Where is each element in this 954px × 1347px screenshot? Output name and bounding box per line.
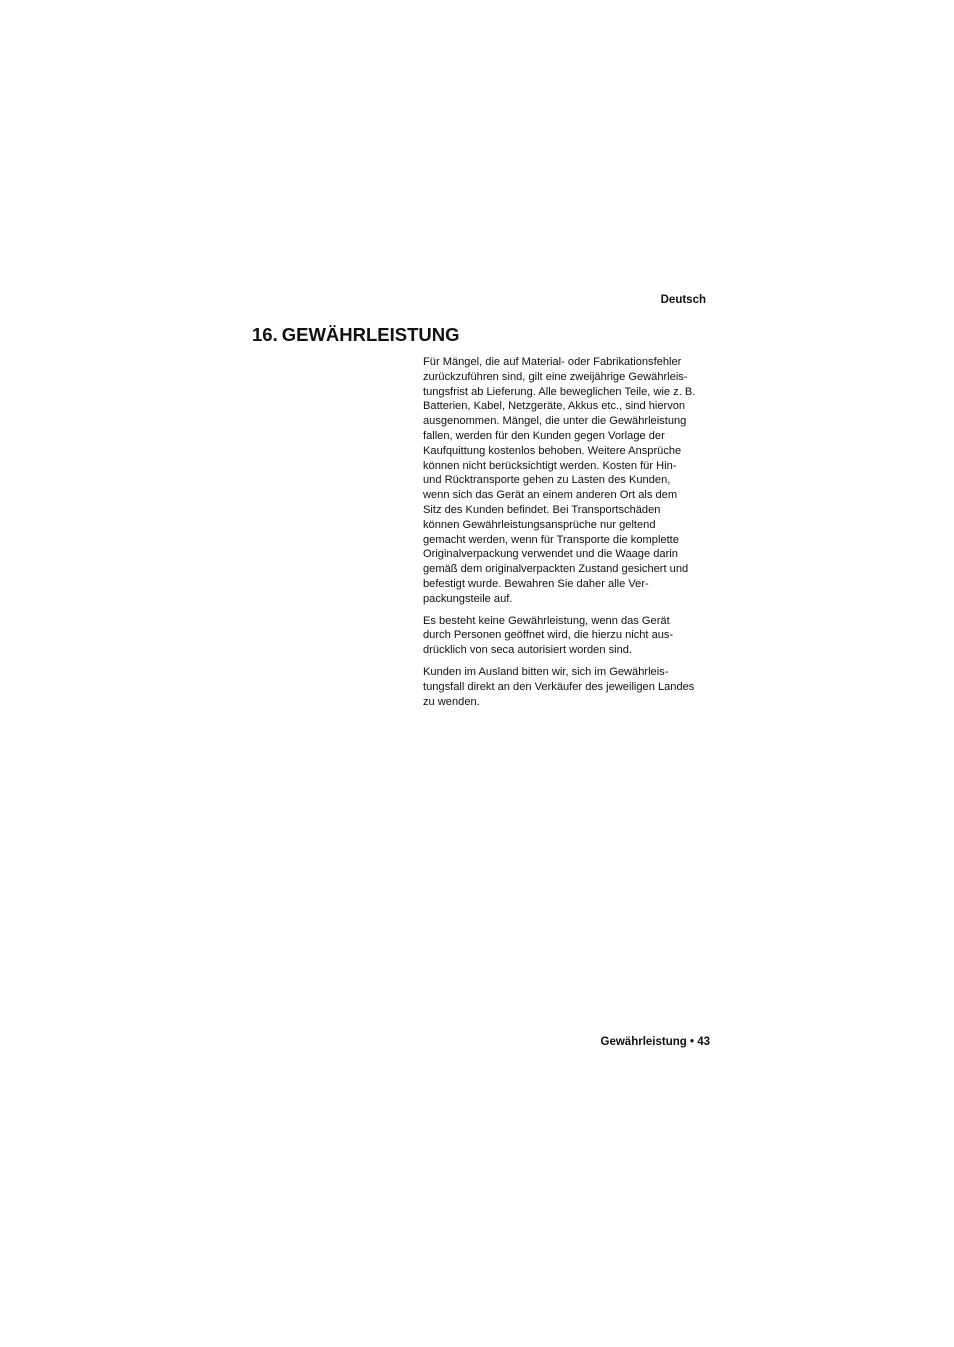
paragraph-warranty-terms — [423, 355, 718, 607]
text-line: ausgenommen. Mängel, die unter die Gewährleistung — [423, 415, 687, 428]
text-line: zu wenden. — [423, 695, 480, 708]
page-footer: Gewährleistung • 43 — [600, 1036, 710, 1048]
paragraph-foreign-customers — [423, 665, 718, 709]
text-line: Für Mängel, die auf Material- oder Fabrikationsfehler — [423, 356, 682, 368]
text-line: können Gewährleistungsansprüche nur geltend — [423, 518, 656, 531]
text-line: gemacht werden, wenn für Transporte die komplette — [423, 533, 679, 546]
text-line: können nicht berücksichtigt werden. Kosten für Hin- — [423, 459, 677, 472]
text-line: Sitz des Kunden befindet. Bei Transportschäden — [423, 503, 661, 516]
text-line: zurückzuführen sind, gilt eine zweijährige Gewährleis- — [423, 370, 688, 383]
text-line: wenn sich das Gerät an einem anderen Ort als dem — [423, 489, 678, 502]
text-line: Kaufquittung kostenlos behoben. Weitere Ansprüche — [423, 444, 682, 457]
language-label: Deutsch — [660, 294, 706, 306]
text-line: durch Personen geöffnet wird, die hierzu nicht aus- — [423, 629, 674, 642]
text-line: befestigt wurde. Bewahren Sie daher alle Ver- — [423, 577, 649, 590]
section-number: 16. — [252, 324, 278, 345]
text-line: Batterien, Kabel, Netzgeräte, Akkus etc., sind hiervon — [423, 400, 686, 413]
section-title: GEWÄHRLEISTUNG — [281, 324, 460, 345]
text-line: gemäß dem originalverpackten Zustand gesichert und — [423, 563, 689, 576]
text-line: packungsteile auf. — [423, 592, 513, 605]
text-line: und Rücktransporte gehen zu Lasten des Kunden, — [423, 474, 671, 487]
text-line: fallen, werden für den Kunden gegen Vorlage der — [423, 429, 665, 442]
section-heading — [252, 323, 460, 347]
text-line: tungsfall direkt an den Verkäufer des jeweiligen Landes — [423, 680, 695, 693]
text-line: tungsfrist ab Lieferung. Alle beweglichen Teile, wie z. B. — [423, 385, 696, 398]
body-text — [423, 355, 718, 716]
text-line: Kunden im Ausland bitten wir, sich im Gewährleis- — [423, 665, 669, 678]
paragraph-no-warranty — [423, 614, 718, 658]
text-line: Originalverpackung verwendet und die Waage darin — [423, 548, 678, 561]
text-line: Es besteht keine Gewährleistung, wenn das Gerät — [423, 614, 670, 627]
text-line: drücklich von seca autorisiert worden sind. — [423, 644, 633, 657]
